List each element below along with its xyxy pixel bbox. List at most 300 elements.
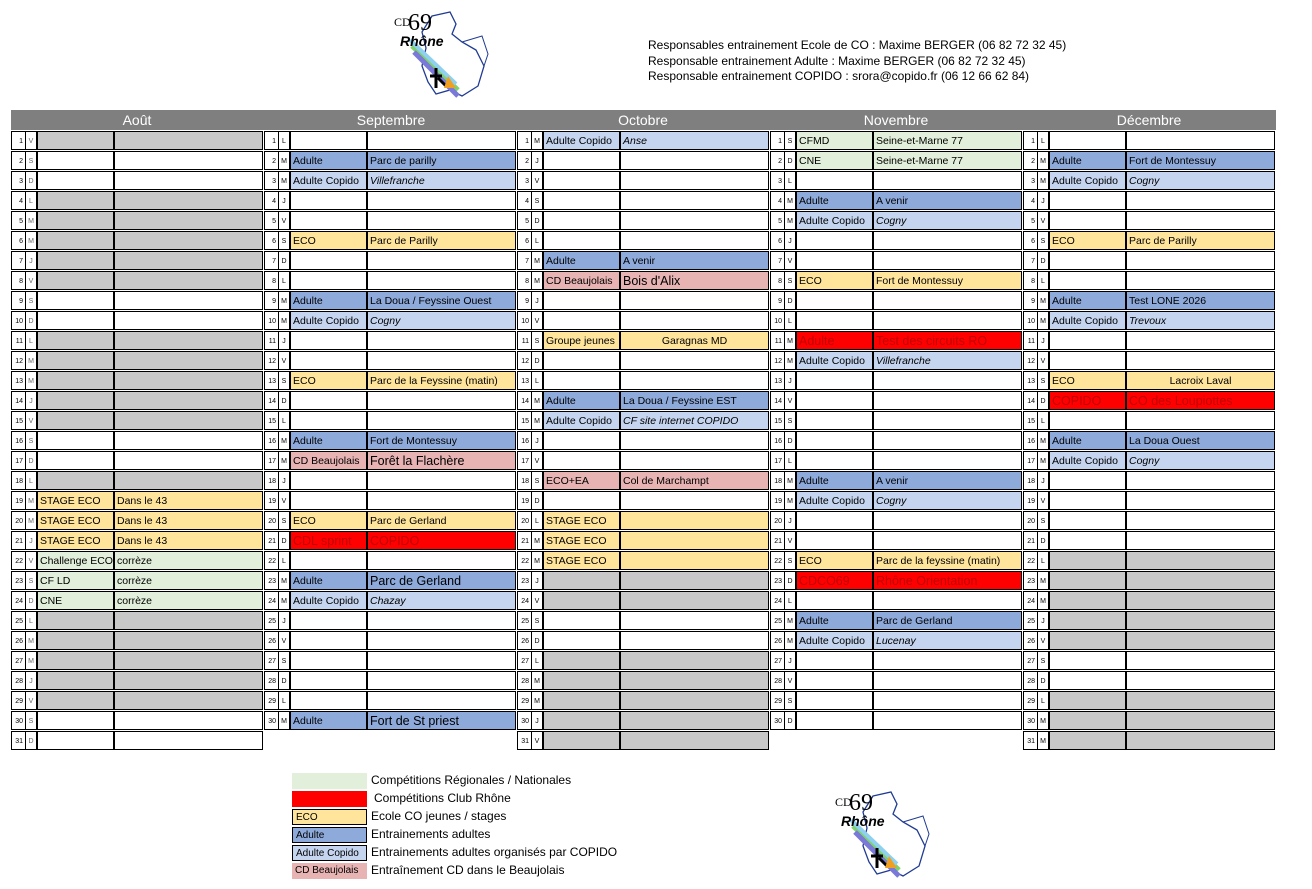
legend-swatch: CD Beaujolais bbox=[292, 863, 367, 879]
svg-text:CD: CD bbox=[835, 795, 852, 809]
event-type bbox=[290, 551, 367, 570]
day-number: 20 bbox=[517, 511, 531, 530]
event-type bbox=[543, 651, 620, 670]
event-type bbox=[1049, 131, 1126, 150]
event-location bbox=[114, 291, 263, 310]
day-of-week: L bbox=[784, 171, 796, 190]
event-type: Adulte bbox=[290, 151, 367, 170]
event-type: ECO bbox=[1049, 371, 1126, 390]
event-type: ECO+EA bbox=[543, 471, 620, 490]
event-type bbox=[37, 311, 114, 330]
event-location: Parc de la Feyssine (matin) bbox=[367, 371, 516, 390]
day-row bbox=[1023, 171, 1275, 191]
event-location: Seine-et-Marne 77 bbox=[873, 151, 1022, 170]
event-type bbox=[1049, 531, 1126, 550]
day-of-week: D bbox=[1037, 391, 1049, 410]
day-number: 3 bbox=[11, 171, 25, 190]
event-type: STAGE ECO bbox=[37, 531, 114, 550]
event-type bbox=[543, 571, 620, 590]
day-of-week: V bbox=[531, 731, 543, 750]
day-of-week: V bbox=[531, 311, 543, 330]
event-location bbox=[620, 371, 769, 390]
event-location bbox=[1126, 531, 1275, 550]
event-type bbox=[290, 611, 367, 630]
event-type bbox=[37, 191, 114, 210]
day-row bbox=[11, 551, 263, 571]
day-row bbox=[770, 711, 1022, 731]
day-row bbox=[1023, 711, 1275, 731]
day-of-week: J bbox=[25, 671, 37, 690]
day-number: 21 bbox=[264, 531, 278, 550]
event-location: Test des circuits RO bbox=[873, 331, 1022, 350]
day-of-week: S bbox=[25, 151, 37, 170]
event-location bbox=[620, 531, 769, 550]
event-type bbox=[290, 471, 367, 490]
event-type bbox=[290, 191, 367, 210]
event-type bbox=[37, 231, 114, 250]
legend-label: Compétitions Club Rhône bbox=[374, 791, 511, 805]
event-location bbox=[367, 191, 516, 210]
day-of-week: M bbox=[278, 171, 290, 190]
day-of-week: L bbox=[25, 331, 37, 350]
event-type bbox=[1049, 671, 1126, 690]
day-number: 1 bbox=[517, 131, 531, 150]
event-type bbox=[37, 731, 114, 750]
day-number: 24 bbox=[517, 591, 531, 610]
day-of-week: D bbox=[784, 291, 796, 310]
day-number: 13 bbox=[11, 371, 25, 390]
day-of-week: L bbox=[25, 611, 37, 630]
day-number: 4 bbox=[517, 191, 531, 210]
day-number: 15 bbox=[1023, 411, 1037, 430]
day-number: 8 bbox=[11, 271, 25, 290]
day-number: 19 bbox=[770, 491, 784, 510]
event-type bbox=[37, 271, 114, 290]
day-of-week: M bbox=[1037, 711, 1049, 730]
event-type bbox=[37, 651, 114, 670]
event-location bbox=[620, 351, 769, 370]
day-of-week: V bbox=[25, 411, 37, 430]
day-row bbox=[770, 371, 1022, 391]
event-location bbox=[114, 231, 263, 250]
day-of-week: S bbox=[784, 691, 796, 710]
day-row bbox=[264, 131, 516, 151]
day-number: 31 bbox=[1023, 731, 1037, 750]
event-type bbox=[37, 391, 114, 410]
event-type: CD Beaujolais bbox=[543, 271, 620, 290]
day-of-week: S bbox=[25, 711, 37, 730]
event-type: Adulte bbox=[796, 331, 873, 350]
event-type bbox=[796, 531, 873, 550]
day-row bbox=[11, 651, 263, 671]
day-number: 12 bbox=[264, 351, 278, 370]
day-row bbox=[517, 731, 769, 751]
day-row bbox=[770, 491, 1022, 511]
event-type: Adulte bbox=[290, 571, 367, 590]
day-row bbox=[264, 651, 516, 671]
event-type bbox=[290, 331, 367, 350]
rhone-map-icon bbox=[833, 786, 933, 882]
day-of-week: V bbox=[784, 391, 796, 410]
event-location: A venir bbox=[873, 191, 1022, 210]
event-type bbox=[1049, 571, 1126, 590]
event-type: Adulte Copido bbox=[1049, 171, 1126, 190]
day-row bbox=[264, 451, 516, 471]
day-of-week: M bbox=[1037, 311, 1049, 330]
event-location bbox=[114, 251, 263, 270]
day-number: 29 bbox=[517, 691, 531, 710]
day-number: 3 bbox=[1023, 171, 1037, 190]
event-location: Parc de Gerland bbox=[367, 571, 516, 590]
day-row bbox=[1023, 491, 1275, 511]
event-location bbox=[620, 431, 769, 450]
day-number: 6 bbox=[11, 231, 25, 250]
event-location: Villefranche bbox=[873, 351, 1022, 370]
day-row bbox=[264, 711, 516, 731]
day-row bbox=[1023, 131, 1275, 151]
day-of-week: M bbox=[278, 591, 290, 610]
day-of-week: M bbox=[784, 631, 796, 650]
day-number: 14 bbox=[517, 391, 531, 410]
rhone-map-icon bbox=[392, 6, 492, 102]
day-of-week: V bbox=[784, 531, 796, 550]
day-of-week: D bbox=[1037, 531, 1049, 550]
event-location: CO des Loupiottes bbox=[1126, 391, 1275, 410]
day-number: 14 bbox=[1023, 391, 1037, 410]
event-location bbox=[1126, 671, 1275, 690]
day-row bbox=[11, 291, 263, 311]
day-of-week: L bbox=[531, 371, 543, 390]
day-row bbox=[264, 151, 516, 171]
event-location: Forêt la Flachère bbox=[367, 451, 516, 470]
day-of-week: M bbox=[25, 511, 37, 530]
event-type bbox=[543, 291, 620, 310]
day-of-week: M bbox=[25, 351, 37, 370]
event-location bbox=[367, 691, 516, 710]
day-number: 25 bbox=[264, 611, 278, 630]
day-number: 19 bbox=[1023, 491, 1037, 510]
event-type: CDL sprint bbox=[290, 531, 367, 550]
months-header-bar bbox=[11, 110, 1276, 130]
day-of-week: S bbox=[25, 571, 37, 590]
day-number: 23 bbox=[264, 571, 278, 590]
event-type bbox=[543, 711, 620, 730]
day-of-week: V bbox=[25, 691, 37, 710]
event-location: Fort de St priest bbox=[367, 711, 516, 730]
day-of-week: J bbox=[278, 331, 290, 350]
day-row bbox=[11, 611, 263, 631]
day-of-week: J bbox=[531, 151, 543, 170]
day-number: 9 bbox=[517, 291, 531, 310]
event-location: Fort de Montessuy bbox=[873, 271, 1022, 290]
legend-label: Ecole CO jeunes / stages bbox=[371, 809, 507, 823]
day-number: 25 bbox=[517, 611, 531, 630]
event-type: ECO bbox=[796, 271, 873, 290]
responsable-copido: Responsable entrainement COPIDO : srora@copido.fr (06 12 66 62 84) bbox=[648, 69, 1030, 83]
event-location bbox=[114, 131, 263, 150]
day-of-week: S bbox=[278, 511, 290, 530]
event-type: STAGE ECO bbox=[37, 491, 114, 510]
event-location bbox=[873, 411, 1022, 430]
day-number: 7 bbox=[264, 251, 278, 270]
event-type: Adulte Copido bbox=[290, 311, 367, 330]
day-of-week: V bbox=[278, 631, 290, 650]
day-number: 21 bbox=[517, 531, 531, 550]
day-of-week: J bbox=[25, 391, 37, 410]
day-row bbox=[1023, 691, 1275, 711]
day-row bbox=[264, 211, 516, 231]
day-number: 10 bbox=[517, 311, 531, 330]
legend-item-regional bbox=[292, 772, 712, 789]
event-location bbox=[873, 711, 1022, 730]
legend-item-eco bbox=[292, 808, 712, 825]
event-type: Challenge ECO bbox=[37, 551, 114, 570]
day-number: 7 bbox=[770, 251, 784, 270]
day-row bbox=[1023, 671, 1275, 691]
day-row bbox=[1023, 591, 1275, 611]
event-type bbox=[796, 711, 873, 730]
event-type: Adulte Copido bbox=[796, 211, 873, 230]
day-row bbox=[1023, 551, 1275, 571]
event-location bbox=[873, 171, 1022, 190]
event-location: Fort de Montessuy bbox=[1126, 151, 1275, 170]
day-row bbox=[11, 711, 263, 731]
event-type bbox=[290, 491, 367, 510]
day-number: 7 bbox=[11, 251, 25, 270]
legend-swatch: Adulte Copido bbox=[292, 845, 367, 861]
day-row bbox=[770, 611, 1022, 631]
day-of-week: J bbox=[278, 611, 290, 630]
day-number: 4 bbox=[1023, 191, 1037, 210]
event-type bbox=[543, 731, 620, 750]
day-of-week: D bbox=[784, 711, 796, 730]
day-number: 30 bbox=[11, 711, 25, 730]
event-type bbox=[1049, 331, 1126, 350]
day-row bbox=[11, 451, 263, 471]
day-number: 10 bbox=[1023, 311, 1037, 330]
event-location: Test LONE 2026 bbox=[1126, 291, 1275, 310]
event-location: Villefranche bbox=[367, 171, 516, 190]
day-number: 30 bbox=[517, 711, 531, 730]
event-type bbox=[543, 431, 620, 450]
event-location bbox=[114, 191, 263, 210]
day-number: 12 bbox=[11, 351, 25, 370]
event-type bbox=[290, 651, 367, 670]
day-of-week: J bbox=[278, 471, 290, 490]
day-row bbox=[11, 671, 263, 691]
legend-swatch: ECO bbox=[292, 809, 367, 825]
legend-label: Entrainements adultes bbox=[371, 827, 491, 841]
day-row bbox=[264, 351, 516, 371]
day-of-week: M bbox=[784, 611, 796, 630]
event-type bbox=[37, 431, 114, 450]
responsable-ecole: Responsables entrainement Ecole de CO : Maxime BERGER (06 82 72 32 45) bbox=[648, 38, 1067, 52]
day-number: 9 bbox=[1023, 291, 1037, 310]
event-location bbox=[1126, 331, 1275, 350]
day-of-week: L bbox=[278, 271, 290, 290]
day-of-week: M bbox=[784, 211, 796, 230]
day-row bbox=[264, 551, 516, 571]
event-location bbox=[620, 671, 769, 690]
event-type bbox=[1049, 651, 1126, 670]
day-number: 1 bbox=[770, 131, 784, 150]
event-type bbox=[543, 671, 620, 690]
day-number: 5 bbox=[264, 211, 278, 230]
day-of-week: M bbox=[25, 231, 37, 250]
event-location bbox=[367, 211, 516, 230]
event-location: Dans le 43 bbox=[114, 491, 263, 510]
event-type bbox=[1049, 191, 1126, 210]
month-title-novembre: Novembre bbox=[863, 112, 929, 128]
day-row bbox=[264, 251, 516, 271]
day-of-week: D bbox=[1037, 671, 1049, 690]
event-location: Garagnas MD bbox=[620, 331, 769, 350]
day-number: 26 bbox=[1023, 631, 1037, 650]
event-type bbox=[543, 591, 620, 610]
day-of-week: M bbox=[1037, 431, 1049, 450]
event-location bbox=[114, 611, 263, 630]
day-number: 4 bbox=[770, 191, 784, 210]
day-of-week: M bbox=[25, 371, 37, 390]
day-row bbox=[1023, 351, 1275, 371]
event-location bbox=[1126, 591, 1275, 610]
day-number: 30 bbox=[770, 711, 784, 730]
day-number: 2 bbox=[770, 151, 784, 170]
day-number: 16 bbox=[517, 431, 531, 450]
event-type bbox=[796, 451, 873, 470]
day-row bbox=[517, 571, 769, 591]
event-type bbox=[37, 411, 114, 430]
event-location bbox=[1126, 691, 1275, 710]
legend-label: Compétitions Régionales / Nationales bbox=[371, 773, 572, 787]
day-row bbox=[770, 231, 1022, 251]
event-type bbox=[1049, 731, 1126, 750]
day-number: 9 bbox=[11, 291, 25, 310]
day-row bbox=[517, 371, 769, 391]
day-of-week: L bbox=[25, 471, 37, 490]
event-location bbox=[367, 131, 516, 150]
event-type: Adulte Copido bbox=[1049, 451, 1126, 470]
day-number: 27 bbox=[770, 651, 784, 670]
svg-text:69: 69 bbox=[849, 790, 873, 816]
day-number: 19 bbox=[264, 491, 278, 510]
day-number: 21 bbox=[11, 531, 25, 550]
event-location: Cogny bbox=[873, 491, 1022, 510]
day-row bbox=[1023, 431, 1275, 451]
event-type: Adulte Copido bbox=[543, 411, 620, 430]
day-number: 21 bbox=[770, 531, 784, 550]
day-of-week: V bbox=[1037, 491, 1049, 510]
day-of-week: M bbox=[278, 571, 290, 590]
event-location bbox=[1126, 511, 1275, 530]
day-row bbox=[264, 611, 516, 631]
event-type bbox=[1049, 611, 1126, 630]
day-row bbox=[264, 431, 516, 451]
event-location bbox=[367, 651, 516, 670]
day-row bbox=[11, 731, 263, 751]
day-number: 29 bbox=[1023, 691, 1037, 710]
day-row bbox=[770, 391, 1022, 411]
day-number: 27 bbox=[264, 651, 278, 670]
day-of-week: J bbox=[1037, 191, 1049, 210]
month-title-octobre: Octobre bbox=[618, 112, 668, 128]
event-location bbox=[114, 271, 263, 290]
event-location bbox=[114, 631, 263, 650]
day-of-week: D bbox=[25, 451, 37, 470]
day-number: 7 bbox=[517, 251, 531, 270]
day-of-week: L bbox=[1037, 551, 1049, 570]
event-location: CF site internet COPIDO bbox=[620, 411, 769, 430]
day-row bbox=[770, 531, 1022, 551]
day-number: 11 bbox=[770, 331, 784, 350]
event-type: Adulte bbox=[290, 291, 367, 310]
event-type bbox=[290, 391, 367, 410]
event-type bbox=[543, 611, 620, 630]
event-location bbox=[873, 311, 1022, 330]
day-row bbox=[11, 251, 263, 271]
day-row bbox=[11, 211, 263, 231]
day-of-week: D bbox=[25, 731, 37, 750]
day-row bbox=[770, 211, 1022, 231]
event-type: CNE bbox=[796, 151, 873, 170]
event-location bbox=[620, 191, 769, 210]
day-row bbox=[11, 591, 263, 611]
day-number: 28 bbox=[517, 671, 531, 690]
event-location bbox=[620, 691, 769, 710]
event-location bbox=[114, 451, 263, 470]
month-title-aout: Août bbox=[122, 112, 152, 128]
day-row bbox=[770, 571, 1022, 591]
event-type bbox=[543, 151, 620, 170]
day-number: 16 bbox=[264, 431, 278, 450]
day-number: 2 bbox=[517, 151, 531, 170]
day-row bbox=[770, 551, 1022, 571]
event-type bbox=[37, 611, 114, 630]
event-location bbox=[114, 391, 263, 410]
day-row bbox=[11, 171, 263, 191]
day-row bbox=[1023, 211, 1275, 231]
event-location bbox=[367, 251, 516, 270]
day-number: 9 bbox=[264, 291, 278, 310]
event-type bbox=[1049, 691, 1126, 710]
day-number: 11 bbox=[11, 331, 25, 350]
day-of-week: J bbox=[784, 651, 796, 670]
day-of-week: V bbox=[278, 351, 290, 370]
event-type bbox=[1049, 491, 1126, 510]
day-row bbox=[1023, 231, 1275, 251]
day-row bbox=[1023, 651, 1275, 671]
day-row bbox=[517, 671, 769, 691]
day-row bbox=[1023, 151, 1275, 171]
day-number: 18 bbox=[1023, 471, 1037, 490]
day-of-week: J bbox=[531, 711, 543, 730]
event-type bbox=[37, 631, 114, 650]
day-row bbox=[517, 651, 769, 671]
day-number: 27 bbox=[1023, 651, 1037, 670]
day-of-week: S bbox=[278, 371, 290, 390]
event-type bbox=[1049, 351, 1126, 370]
day-row bbox=[1023, 411, 1275, 431]
svg-text:69: 69 bbox=[408, 10, 432, 36]
event-type: Adulte bbox=[796, 471, 873, 490]
legend-swatch bbox=[292, 773, 367, 789]
day-of-week: D bbox=[25, 171, 37, 190]
event-type bbox=[543, 351, 620, 370]
day-number: 23 bbox=[770, 571, 784, 590]
event-location bbox=[114, 671, 263, 690]
day-of-week: S bbox=[278, 651, 290, 670]
day-row bbox=[770, 191, 1022, 211]
